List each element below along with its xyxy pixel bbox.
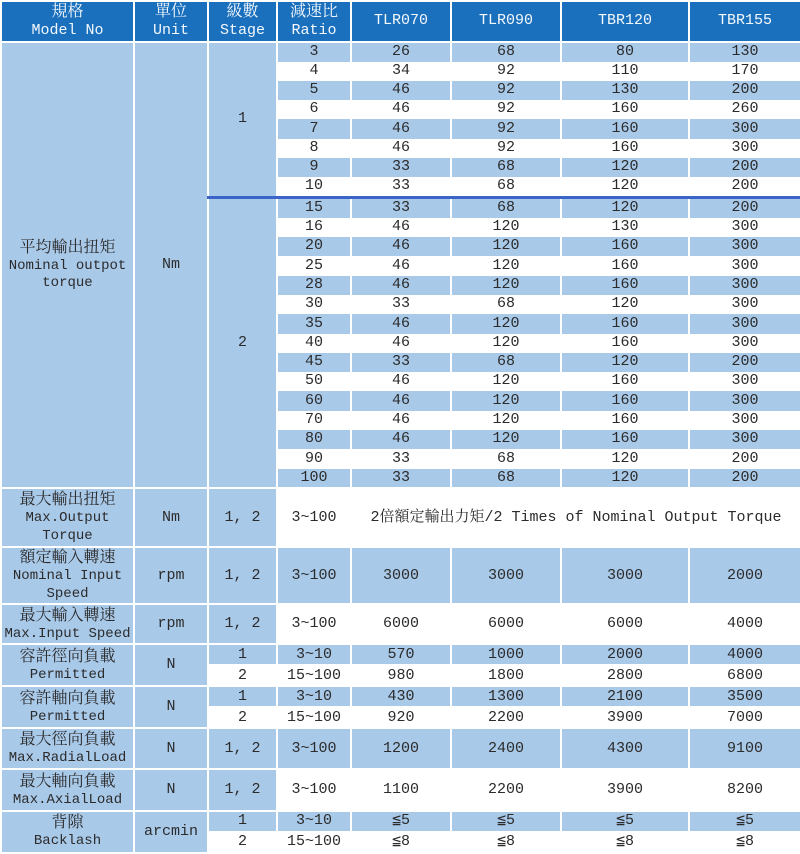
value-cell: 6000 (561, 604, 689, 644)
value-cell: 160 (561, 314, 689, 333)
value-cell: ≦8 (451, 832, 561, 853)
ratio-cell: 100 (277, 469, 351, 489)
value-cell: 980 (351, 665, 451, 686)
value-cell: 300 (689, 411, 800, 430)
value-cell: 2200 (451, 707, 561, 728)
value-cell: 1000 (451, 644, 561, 665)
stage-cell: 1, 2 (208, 604, 277, 644)
value-cell: 160 (561, 276, 689, 295)
value-cell: 200 (689, 353, 800, 372)
stage-cell: 1, 2 (208, 728, 277, 769)
col-header-stage-en: Stage (219, 22, 265, 39)
value-cell: ≦8 (689, 832, 800, 853)
row-label-max-input-speed (1, 604, 134, 644)
value-cell: 68 (451, 449, 561, 468)
value-cell: 300 (689, 139, 800, 158)
value-cell: 300 (689, 314, 800, 333)
value-cell: 3000 (451, 547, 561, 604)
value-cell: 120 (561, 353, 689, 372)
value-cell: 200 (689, 177, 800, 197)
stage-cell: 1 (208, 644, 277, 665)
value-cell: 46 (351, 411, 451, 430)
value-cell: 300 (689, 295, 800, 314)
value-cell: 46 (351, 218, 451, 237)
value-cell: 3000 (351, 547, 451, 604)
col-header-ratio (277, 1, 351, 42)
value-cell: 33 (351, 177, 451, 197)
value-cell: 160 (561, 411, 689, 430)
value-cell: 3500 (689, 686, 800, 707)
value-cell: 1100 (351, 769, 451, 811)
unit-cell: N (134, 728, 208, 769)
ratio-cell: 3~100 (277, 604, 351, 644)
value-cell: 120 (561, 295, 689, 314)
ratio-cell: 30 (277, 295, 351, 314)
ratio-cell: 40 (277, 334, 351, 353)
row-label-zh: 最大軸向負載 (19, 772, 116, 791)
col-header-model (1, 1, 134, 42)
value-cell: 46 (351, 430, 451, 449)
ratio-cell: 16 (277, 218, 351, 237)
value-cell: 300 (689, 119, 800, 138)
value-cell: 160 (561, 119, 689, 138)
spec-row-max-input-speed (1, 604, 800, 644)
value-cell: 92 (451, 62, 561, 81)
value-cell: 68 (451, 295, 561, 314)
value-cell: 46 (351, 81, 451, 100)
value-cell: 68 (451, 198, 561, 218)
value-cell: 46 (351, 334, 451, 353)
row-label-max-output-torque (1, 488, 134, 547)
value-cell: 68 (451, 177, 561, 197)
ratio-cell: 50 (277, 372, 351, 391)
value-cell: 120 (561, 158, 689, 177)
ratio-cell: 35 (277, 314, 351, 333)
value-cell: 6800 (689, 665, 800, 686)
value-cell: 160 (561, 100, 689, 119)
value-cell: 3900 (561, 707, 689, 728)
value-cell: 33 (351, 198, 451, 218)
value-cell: 120 (451, 391, 561, 410)
value-cell: ≦5 (451, 811, 561, 832)
ratio-cell: 7 (277, 119, 351, 138)
col-header-unit (134, 1, 208, 42)
value-cell: 120 (451, 256, 561, 275)
row-label-en: Max.AxialLoad (12, 791, 123, 808)
value-cell: 7000 (689, 707, 800, 728)
value-cell: 68 (451, 42, 561, 62)
unit-cell: rpm (134, 604, 208, 644)
ratio-cell: 3~100 (277, 769, 351, 811)
value-cell: 110 (561, 62, 689, 81)
table-header-row (1, 1, 800, 42)
value-cell: 300 (689, 256, 800, 275)
value-cell: 46 (351, 276, 451, 295)
unit-cell: rpm (134, 547, 208, 604)
ratio-cell: 4 (277, 62, 351, 81)
row-label-zh: 容許徑向負載 (19, 647, 116, 666)
value-cell: 4000 (689, 604, 800, 644)
ratio-cell: 3~100 (277, 728, 351, 769)
value-cell: 200 (689, 158, 800, 177)
row-label-en: Max.RadialLoad (8, 750, 127, 767)
ratio-cell: 3~10 (277, 811, 351, 832)
value-cell: 2200 (451, 769, 561, 811)
ratio-cell: 9 (277, 158, 351, 177)
ratio-cell: 3~10 (277, 644, 351, 665)
value-cell: 920 (351, 707, 451, 728)
stage-1-cell: 1 (208, 42, 277, 198)
row-label-zh: 最大輸出扭矩 (19, 491, 116, 510)
ratio-cell: 3~10 (277, 686, 351, 707)
value-cell: 160 (561, 430, 689, 449)
value-cell: 120 (451, 276, 561, 295)
value-cell: 120 (451, 334, 561, 353)
value-cell: 300 (689, 372, 800, 391)
ratio-cell: 5 (277, 81, 351, 100)
ratio-cell: 20 (277, 237, 351, 256)
value-cell: 120 (451, 237, 561, 256)
ratio-cell: 6 (277, 100, 351, 119)
ratio-cell: 15~100 (277, 832, 351, 853)
ratio-cell: 15~100 (277, 707, 351, 728)
row-label-en2: torque (42, 275, 93, 292)
value-cell: 92 (451, 139, 561, 158)
value-cell: 1300 (451, 686, 561, 707)
value-cell: 33 (351, 449, 451, 468)
value-cell: 200 (689, 81, 800, 100)
value-cell: 160 (561, 256, 689, 275)
col-header-model-zh: 規格 (51, 3, 84, 21)
stage-cell: 1 (208, 811, 277, 832)
value-cell: 3000 (561, 547, 689, 604)
value-cell: 120 (561, 449, 689, 468)
stage-2-cell: 2 (208, 198, 277, 489)
unit-cell: Nm (134, 42, 208, 489)
value-cell: 200 (689, 449, 800, 468)
col-header-stage (208, 1, 277, 42)
col-header-tbr155: TBR155 (689, 1, 800, 42)
col-header-ratio-en: Ratio (291, 22, 337, 39)
ratio-cell: 3~100 (277, 488, 351, 547)
ratio-cell: 8 (277, 139, 351, 158)
value-cell: 300 (689, 218, 800, 237)
value-cell: 46 (351, 139, 451, 158)
value-cell: 300 (689, 334, 800, 353)
value-cell: 170 (689, 62, 800, 81)
value-cell: 430 (351, 686, 451, 707)
value-cell: 46 (351, 391, 451, 410)
value-cell: ≦5 (561, 811, 689, 832)
value-cell: 46 (351, 256, 451, 275)
row-label-zh: 最大徑向負載 (19, 731, 116, 750)
row-label-zh: 容許軸向負載 (19, 689, 116, 708)
value-cell: 26 (351, 42, 451, 62)
note-cell: 2倍額定輸出力矩/2 Times of Nominal Output Torque (351, 488, 800, 547)
value-cell: 2000 (561, 644, 689, 665)
stage-cell: 2 (208, 832, 277, 853)
ratio-cell: 28 (277, 276, 351, 295)
value-cell: 160 (561, 391, 689, 410)
value-cell: 46 (351, 314, 451, 333)
value-cell: 33 (351, 295, 451, 314)
value-cell: 120 (561, 198, 689, 218)
unit-cell: Nm (134, 488, 208, 547)
stage-cell: 1, 2 (208, 547, 277, 604)
row-label-backlash (1, 811, 134, 853)
col-header-tbr120: TBR120 (561, 1, 689, 42)
unit-cell: arcmin (134, 811, 208, 853)
value-cell: 6000 (351, 604, 451, 644)
col-header-ratio-zh: 減速比 (289, 3, 338, 21)
ratio-cell: 80 (277, 430, 351, 449)
row-label-en: Nominal Input (12, 568, 123, 585)
value-cell: 570 (351, 644, 451, 665)
row-label-zh: 背隙 (51, 814, 84, 833)
row-label-en: Permitted (29, 708, 106, 725)
ratio-cell: 25 (277, 256, 351, 275)
stage-cell: 1, 2 (208, 488, 277, 547)
ratio-cell: 15~100 (277, 665, 351, 686)
value-cell: 160 (561, 372, 689, 391)
unit-cell: N (134, 686, 208, 728)
col-header-model-en: Model No (31, 22, 104, 39)
value-cell: 68 (451, 469, 561, 489)
value-cell: 68 (451, 353, 561, 372)
stage-cell: 2 (208, 707, 277, 728)
col-header-tlr090: TLR090 (451, 1, 561, 42)
value-cell: 120 (451, 430, 561, 449)
value-cell: 1800 (451, 665, 561, 686)
row-label-en: Max.Input Speed (4, 625, 131, 642)
value-cell: 2400 (451, 728, 561, 769)
value-cell: 300 (689, 430, 800, 449)
value-cell: 80 (561, 42, 689, 62)
value-cell: 260 (689, 100, 800, 119)
value-cell: 130 (689, 42, 800, 62)
value-cell: 46 (351, 100, 451, 119)
row-label-permitted-radial (1, 644, 134, 686)
row-label-nominal-input-speed (1, 547, 134, 604)
value-cell: ≦8 (561, 832, 689, 853)
value-cell: 33 (351, 469, 451, 489)
value-cell: 120 (451, 411, 561, 430)
row-label-zh: 平均輸出扭矩 (19, 238, 116, 257)
value-cell: 4000 (689, 644, 800, 665)
value-cell: 200 (689, 198, 800, 218)
value-cell: 300 (689, 391, 800, 410)
row-label-en: Backlash (33, 833, 102, 850)
value-cell: 130 (561, 218, 689, 237)
row-label-zh: 最大輸入轉速 (19, 606, 116, 625)
row-label-en2: Torque (42, 527, 93, 544)
stage-cell: 1 (208, 686, 277, 707)
stage-cell: 2 (208, 665, 277, 686)
value-cell: ≦8 (351, 832, 451, 853)
value-cell: 120 (561, 177, 689, 197)
row-label-en: Permitted (29, 666, 106, 683)
row-label-zh: 額定輸入轉速 (19, 549, 116, 568)
value-cell: 2800 (561, 665, 689, 686)
value-cell: 120 (451, 218, 561, 237)
col-header-stage-zh: 級數 (226, 3, 259, 21)
spec-row-permitted-radial-stage1 (1, 644, 800, 665)
value-cell: 2000 (689, 547, 800, 604)
unit-cell: N (134, 769, 208, 811)
row-label-nominal-output-torque (1, 42, 134, 489)
row-label-max-axial-load (1, 769, 134, 811)
col-header-unit-en: Unit (152, 22, 189, 39)
ratio-cell: 90 (277, 449, 351, 468)
ratio-cell: 3~100 (277, 547, 351, 604)
value-cell: ≦5 (689, 811, 800, 832)
spec-row-backlash-stage1 (1, 811, 800, 832)
value-cell: 6000 (451, 604, 561, 644)
value-cell: 34 (351, 62, 451, 81)
value-cell: 46 (351, 237, 451, 256)
value-cell: 130 (561, 81, 689, 100)
value-cell: 46 (351, 119, 451, 138)
value-cell: 2100 (561, 686, 689, 707)
col-header-unit-zh: 單位 (154, 3, 187, 21)
value-cell: 1200 (351, 728, 451, 769)
value-cell: 9100 (689, 728, 800, 769)
spec-row-max-axial-load (1, 769, 800, 811)
value-cell: 200 (689, 469, 800, 489)
value-cell: 3900 (561, 769, 689, 811)
value-cell: 300 (689, 237, 800, 256)
row-label-en: Max.Output (25, 510, 110, 527)
ratio-row (1, 42, 800, 62)
value-cell: 92 (451, 81, 561, 100)
row-label-permitted-axial (1, 686, 134, 728)
row-label-en2: Speed (46, 585, 89, 602)
value-cell: 33 (351, 158, 451, 177)
value-cell: 160 (561, 334, 689, 353)
value-cell: 46 (351, 372, 451, 391)
ratio-cell: 3 (277, 42, 351, 62)
value-cell: 92 (451, 100, 561, 119)
value-cell: 33 (351, 353, 451, 372)
value-cell: 160 (561, 237, 689, 256)
ratio-cell: 10 (277, 177, 351, 197)
value-cell: 300 (689, 276, 800, 295)
value-cell: 4300 (561, 728, 689, 769)
value-cell: 92 (451, 119, 561, 138)
value-cell: ≦5 (351, 811, 451, 832)
value-cell: 120 (561, 469, 689, 489)
spec-row-max-output-torque (1, 488, 800, 547)
value-cell: 120 (451, 372, 561, 391)
unit-cell: N (134, 644, 208, 686)
spec-row-nominal-input-speed (1, 547, 800, 604)
row-label-en: Nominal outpot (8, 257, 127, 274)
spec-row-permitted-axial-stage1 (1, 686, 800, 707)
ratio-cell: 15 (277, 198, 351, 218)
stage-cell: 1, 2 (208, 769, 277, 811)
value-cell: 68 (451, 158, 561, 177)
row-label-max-radial-load (1, 728, 134, 769)
ratio-cell: 45 (277, 353, 351, 372)
ratio-cell: 70 (277, 411, 351, 430)
spec-row-max-radial-load (1, 728, 800, 769)
ratio-cell: 60 (277, 391, 351, 410)
value-cell: 120 (451, 314, 561, 333)
value-cell: 8200 (689, 769, 800, 811)
col-header-tlr070: TLR070 (351, 1, 451, 42)
value-cell: 160 (561, 139, 689, 158)
